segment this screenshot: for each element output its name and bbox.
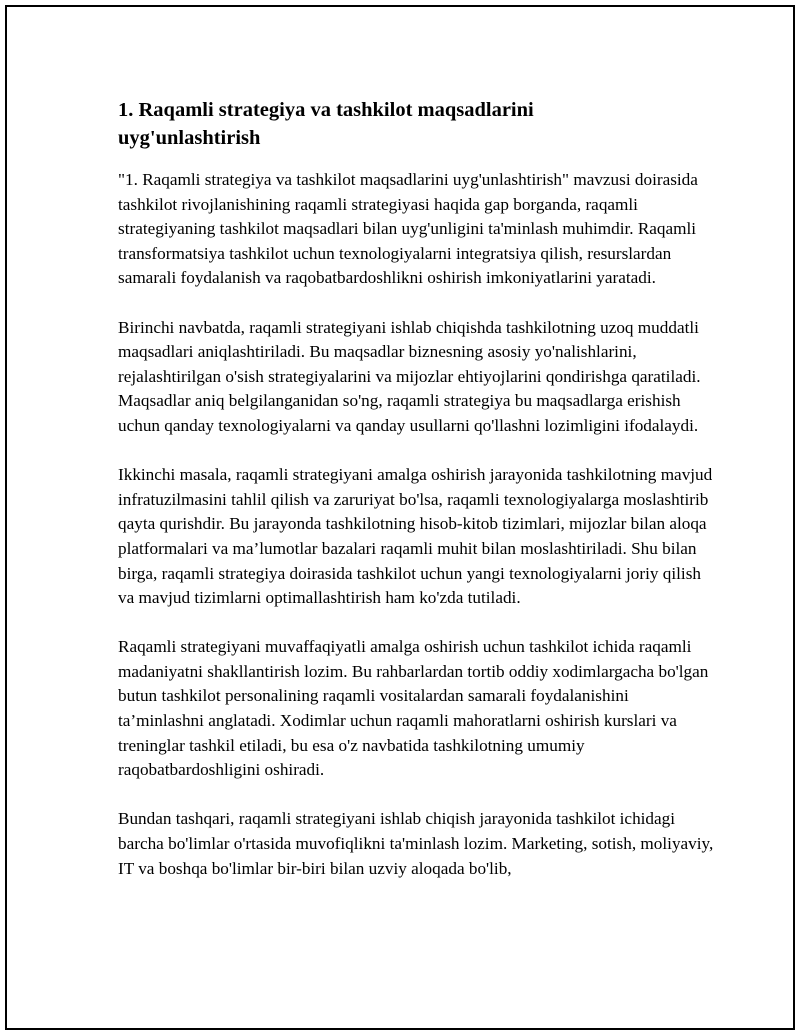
paragraph-4: Raqamli strategiyani muvaffaqiyatli amalga oshirish uchun tashkilot ichida raqamli madaniyatni shakllantirish lozim. Bu rahbarlardan tortib oddiy xodimlargacha bo'lgan butun tashkilot personalining raqamli vositalardan samarali foydalanishini ta’minlashni anglatadi. Xodimlar uchun raqamli mahoratlarni oshirish kurslari va treninglar tashkil etiladi, bu esa o'z navbatida tashkilotning umumiy raqobatbardoshligini oshiradi. (118, 637, 709, 780)
paragraph-1: "1. Raqamli strategiya va tashkilot maqsadlarini uyg'unlashtirish" mavzusi doirasida tashkilot rivojlanishining raqamli strategiyasi haqida gap borganda, raqamli strategiyaning tashkilot maqsadlari bilan uyg'unligini ta'minlash muhimdir. Raqamli transformatsiya tashkilot uchun texnologiyalarni integratsiya qilish, resurslardan samarali foydalanish va raqobatbardoshlikni oshirish imkoniyatlarini yaratadi. (118, 170, 698, 288)
document-body (118, 96, 718, 906)
paragraph-3: Ikkinchi masala, raqamli strategiyani amalga oshirish jarayonida tashkilotning mavjud infratuzilmasini tahlil qilish va zaruriyat bo'lsa, raqamli texnologiyalarga moslashtirib qayta qurishdir. Bu jarayonda tashkilotning hisob-kitob tizimlari, mijozlar bilan aloqa platformalari va ma’lumotlar bazalari raqamli muhit bilan moslashtiriladi. Shu bilan birga, raqamli strategiya doirasida tashkilot uchun yangi texnologiyalarni joriy qilish va mavjud tizimlarni optimallashtirish ham ko'zda tutiladi. (118, 465, 713, 608)
section-heading: 1. Raqamli strategiya va tashkilot maqsadlarini uyg'unlashtirish (118, 99, 534, 149)
page-frame (5, 5, 795, 1030)
paragraph-2: Birinchi navbatda, raqamli strategiyani ishlab chiqishda tashkilotning uzoq muddatli maqsadlari aniqlashtiriladi. Bu maqsadlar biznesning asosiy yo'nalishlarini, rejalashtirilgan o'sish strategiyalarini va mijozlar ehtiyojlarini qondirishga qaratiladi. Maqsadlar aniq belgilanganidan so'ng, raqamli strategiya bu maqsadlarga erishish uchun qanday texnologiyalarni va qanday usullarni qo'llashni lozimligini ifodalaydi. (118, 317, 701, 435)
paragraph-5: Bundan tashqari, raqamli strategiyani ishlab chiqish jarayonida tashkilot ichidagi barcha bo'limlar o'rtasida muvofiqlikni ta'minlash lozim. Marketing, sotish, moliyaviy, IT va boshqa bo'limlar bir-biri bilan uzviy aloqada bo'lib, (118, 809, 714, 878)
